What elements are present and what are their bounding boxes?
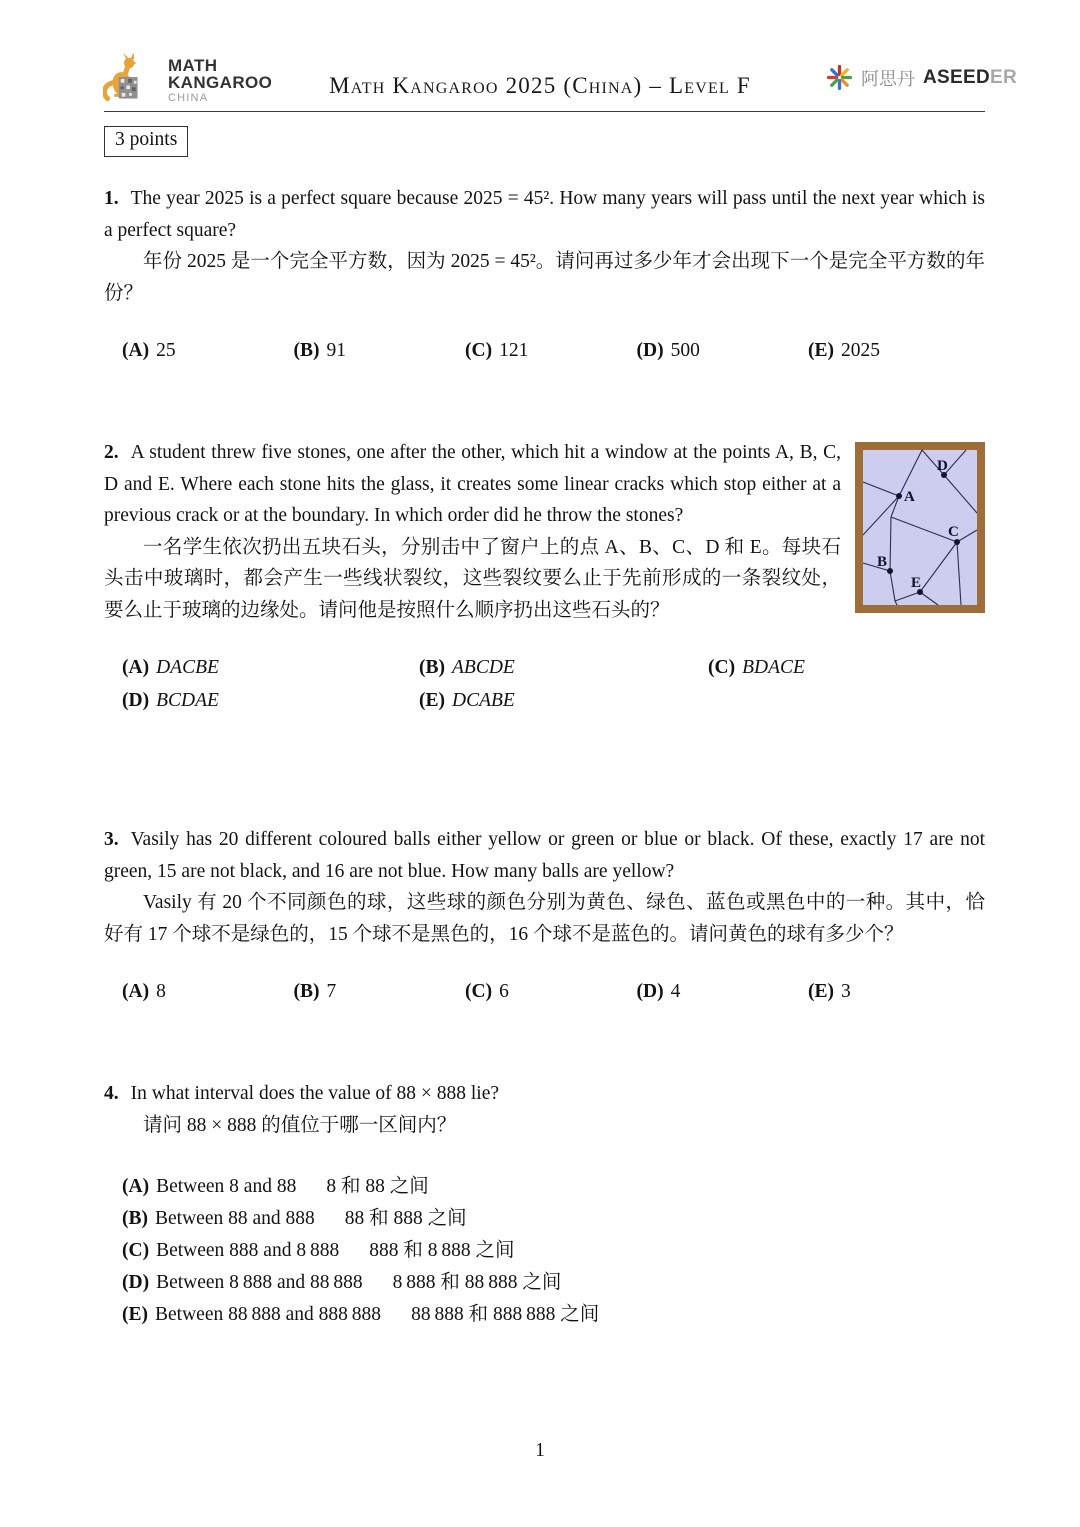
- question-2-english: [104, 437, 985, 532]
- point-label-a: A: [904, 489, 915, 505]
- question-2-options-row-2: [104, 685, 985, 717]
- option-d: (D) 4: [636, 981, 681, 1002]
- option-d: (D) BCDAE: [122, 689, 219, 711]
- point-label-c: C: [948, 524, 959, 540]
- question-1: [104, 183, 985, 367]
- question-1-text-zh: 年份 2025 是一个完全平方数，因为 2025 = 45²。请问再过多少年才会出现下一个是完全平方数的年份？: [104, 251, 985, 304]
- point-dot-a: [896, 493, 902, 499]
- option-a: (A) DACBE: [122, 657, 219, 678]
- question-2-text-zh: 一名学生依次扔出五块石头，分别击中了窗户上的点 A、B、C、D 和 E。每块石头击中玻璃时，都会产生一些线状裂纹，这些裂纹要么止于先前形成的一条裂纹处，要么止于玻璃的边缘处。请问他是按照什么顺序扔出这些石头的？: [104, 536, 841, 621]
- question-3-english: [104, 824, 985, 887]
- aseeder-logo: [826, 64, 1017, 91]
- question-1-english: [104, 183, 985, 246]
- option-b: (B) ABCDE: [419, 657, 515, 678]
- window-crack-figure: [855, 442, 985, 613]
- question-4-number: 4.: [104, 1083, 119, 1104]
- header-rule: [104, 111, 985, 112]
- option-e: (E) Between 88 888 and 888 888 88 888 和 888 888 之间: [122, 1304, 600, 1325]
- point-label-e: E: [911, 575, 922, 591]
- point-label-b: B: [877, 554, 888, 570]
- option-b: (B) 91: [293, 340, 346, 361]
- question-4-english: [104, 1078, 985, 1110]
- question-4-text-zh: 请问 88 × 888 的值位于哪一区间内？: [143, 1114, 457, 1136]
- option-e: (E) 2025: [808, 340, 880, 361]
- question-2-options-row-1: [104, 652, 985, 684]
- question-4-text-en: In what interval does the value of 88 × 888 lie?: [130, 1083, 500, 1104]
- question-2-number: 2.: [104, 442, 119, 463]
- question-4-options: [104, 1171, 985, 1331]
- question-4: [104, 1078, 985, 1331]
- option-e: (E) 3: [808, 981, 851, 1002]
- partner-chinese-name: 阿思丹: [861, 68, 915, 89]
- point-dot-b: [887, 568, 893, 574]
- partner-name-bold: ASEED: [923, 66, 990, 88]
- question-1-text-en: The year 2025 is a perfect square because 2025 = 45². How many years will pass until the next year which is a perfect square?: [104, 188, 985, 241]
- option-c: (C) Between 888 and 8 888 888 和 8 888 之间: [122, 1240, 515, 1261]
- question-3-number: 3.: [104, 829, 119, 850]
- question-3-options: [104, 976, 985, 1008]
- option-b: (B) Between 88 and 888 88 和 888 之间: [122, 1208, 467, 1229]
- question-1-number: 1.: [104, 188, 119, 209]
- question-2: [104, 437, 985, 716]
- option-c: (C) 6: [465, 981, 509, 1002]
- brand-line-kangaroo: KANGAROO: [168, 73, 273, 93]
- partner-name-light: ER: [989, 66, 1017, 88]
- option-b: (B) 7: [293, 981, 337, 1002]
- document-title: Math Kangaroo 2025 (China) – Level F: [329, 73, 751, 98]
- option-a: (A) Between 8 and 88 8 和 88 之间: [122, 1176, 429, 1197]
- option-c: (C) 121: [465, 340, 529, 361]
- option-d: (D) Between 8 888 and 88 888 8 888 和 88 888 之间: [122, 1272, 562, 1293]
- question-1-options: [104, 335, 985, 367]
- option-c: (C) BDACE: [708, 657, 805, 678]
- question-3-text-zh: Vasily 有 20 个不同颜色的球，这些球的颜色分别为黄色、绿色、蓝色或黑色中的一种。其中，恰好有 17 个球不是绿色的，15 个球不是黑色的，16 个球不是蓝色的。请问黄色的球有多少个？: [104, 892, 985, 945]
- option-a: (A) 8: [122, 981, 166, 1002]
- page-number: 1: [535, 1440, 545, 1461]
- partner-english-name: [923, 67, 1017, 89]
- brand-line-china: CHINA: [168, 91, 209, 104]
- question-3-text-en: Vasily has 20 different coloured balls either yellow or green or blue or black. Of these, exactly 17 are not green, 15 are not black, and 16 are not blue. How many balls are yellow?: [104, 829, 985, 882]
- option-d: (D) 500: [636, 340, 700, 361]
- option-e: (E) DCABE: [419, 689, 515, 711]
- aseeder-asterisk-icon: [826, 64, 853, 91]
- question-3: [104, 824, 985, 1008]
- option-a: (A) 25: [122, 340, 176, 361]
- points-section-badge: 3 points: [104, 126, 188, 157]
- brand-line-math: MATH: [168, 56, 218, 75]
- question-2-text-en: A student threw five stones, one after the other, which hit a window at the points A, B, C, D and E. Where each stone hits the glass, it creates some linear cracks which stop either at a previous crack or at the boundary. In which order did he throw the stones?: [104, 442, 841, 526]
- point-label-d: D: [937, 458, 948, 474]
